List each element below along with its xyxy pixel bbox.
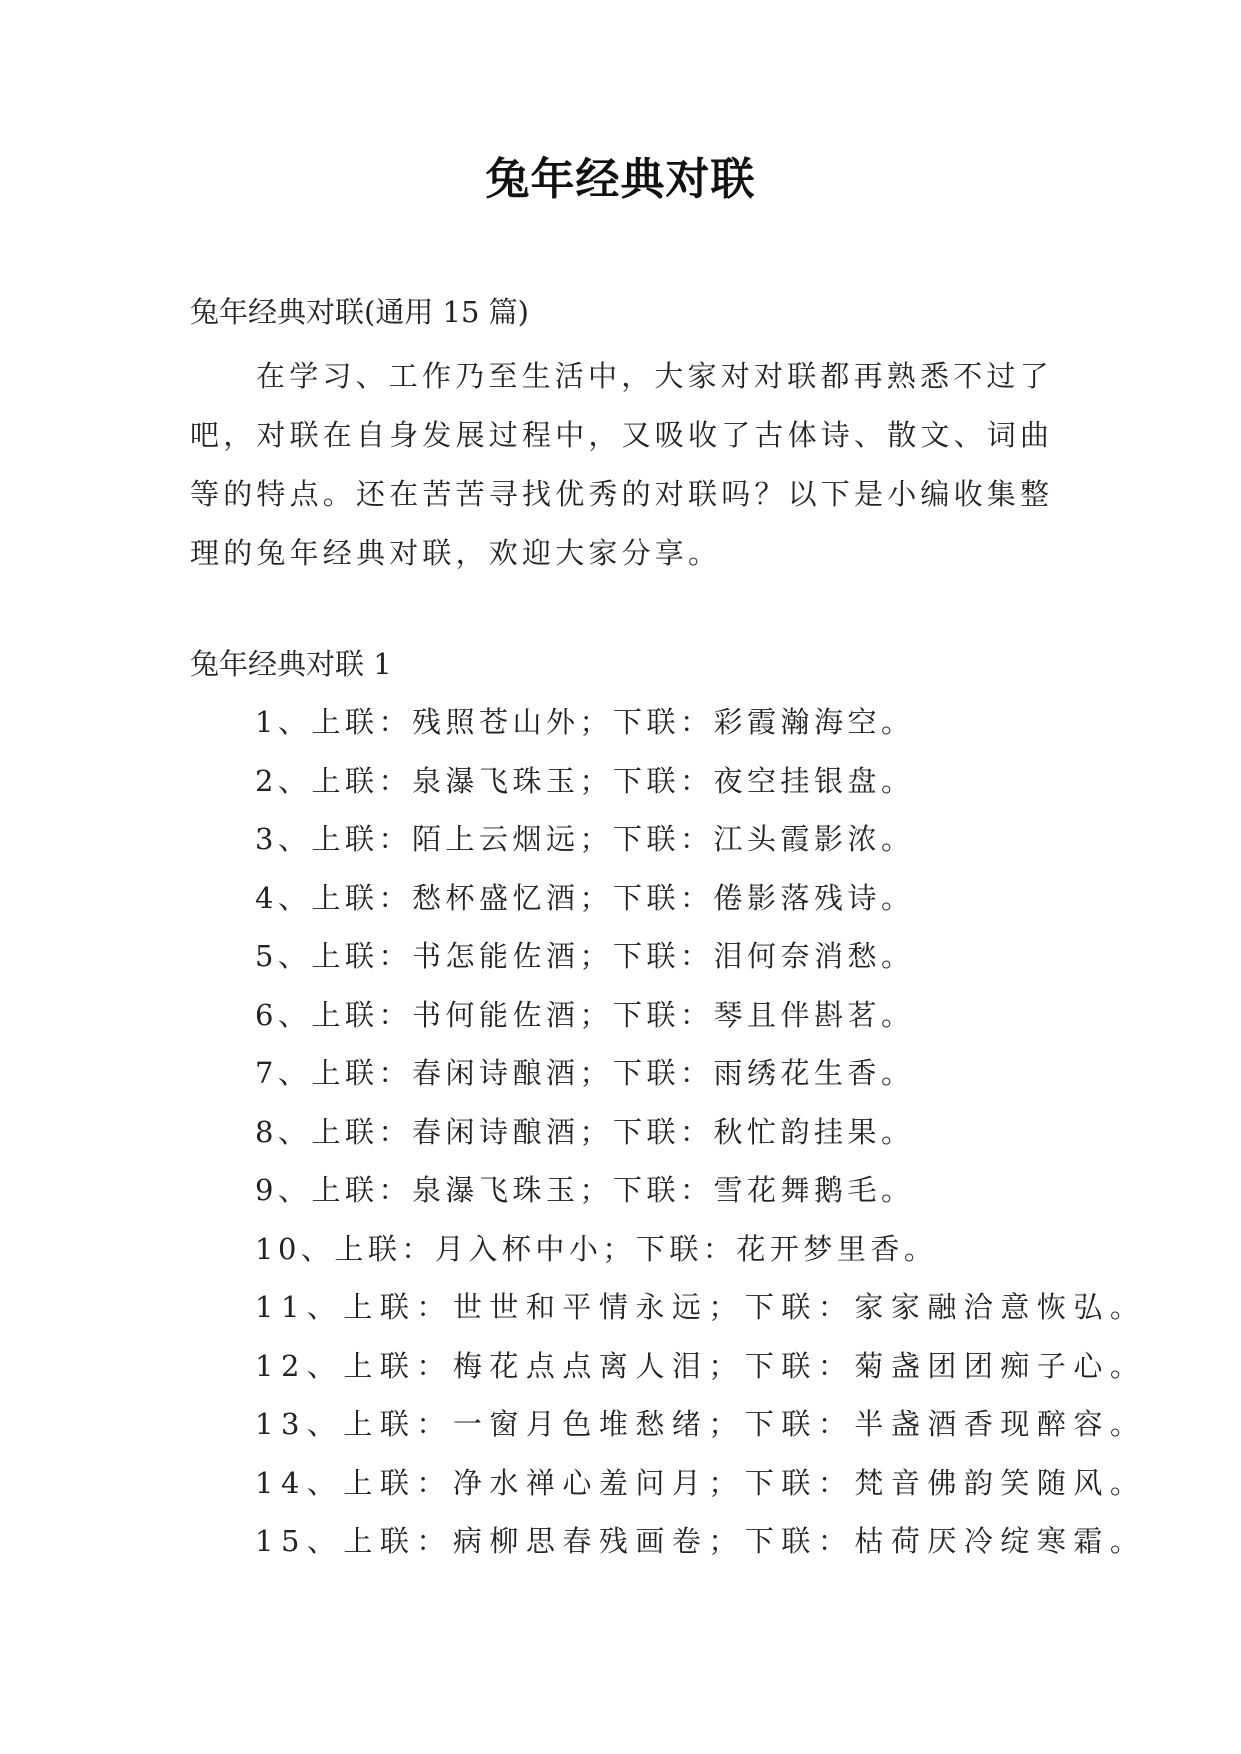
- couplet-item: 2、上联：泉瀑飞珠玉；下联：夜空挂银盘。: [255, 763, 915, 798]
- couplet-item: 14、上联：净水禅心羞问月；下联：梵音佛韵笑随风。: [255, 1465, 1147, 1500]
- couplet-item: 8、上联：春闲诗酿酒；下联：秋忙韵挂果。: [255, 1114, 915, 1149]
- intro-line: 吧，对联在自身发展过程中，又吸收了古体诗、散文、词曲: [190, 418, 1054, 452]
- document-title: 兔年经典对联: [485, 154, 756, 205]
- couplet-item: 13、上联：一窗月色堆愁绪；下联：半盏酒香现醉容。: [255, 1407, 1147, 1441]
- couplet-item: 7、上联：春闲诗酿酒；下联：雨绣花生香。: [255, 1056, 915, 1090]
- couplet-list: [255, 702, 1146, 1580]
- couplet-item: 9、上联：泉瀑飞珠玉；下联：雪花舞鹅毛。: [255, 1173, 915, 1207]
- couplet-item: 10、上联：月入杯中小；下联：花开梦里香。: [255, 1231, 938, 1266]
- couplet-item: 1、上联：残照苍山外；下联：彩霞瀚海空。: [255, 705, 915, 739]
- section-heading: 兔年经典对联 1: [190, 647, 392, 681]
- couplet-item: 12、上联：梅花点点离人泪；下联：菊盏团团痴子心。: [255, 1348, 1147, 1383]
- intro-line: 在学习、工作乃至生活中，大家对对联都再熟悉不过了: [256, 359, 1053, 393]
- couplet-item: 5、上联：书怎能佐酒；下联：泪何奈消愁。: [255, 939, 915, 973]
- couplet-item: 6、上联：书何能佐酒；下联：琴且伴斟茗。: [255, 997, 915, 1032]
- couplet-item: 4、上联：愁杯盛忆酒；下联：倦影落残诗。: [255, 880, 915, 915]
- intro-line: 等的特点。还在苦苦寻找优秀的对联吗？以下是小编收集整: [190, 477, 1054, 511]
- intro-paragraph: [190, 347, 1070, 583]
- couplet-item: 3、上联：陌上云烟远；下联：江头霞影浓。: [255, 822, 915, 856]
- document-subtitle: 兔年经典对联(通用 15 篇): [190, 295, 529, 329]
- couplet-item: 11、上联：世世和平情永远；下联：家家融洽意恢弘。: [255, 1290, 1147, 1324]
- couplet-item: 15、上联：病柳思春残画卷；下联：枯荷厌冷绽寒霜。: [255, 1524, 1147, 1558]
- intro-line: 理的兔年经典对联，欢迎大家分享。: [190, 536, 722, 570]
